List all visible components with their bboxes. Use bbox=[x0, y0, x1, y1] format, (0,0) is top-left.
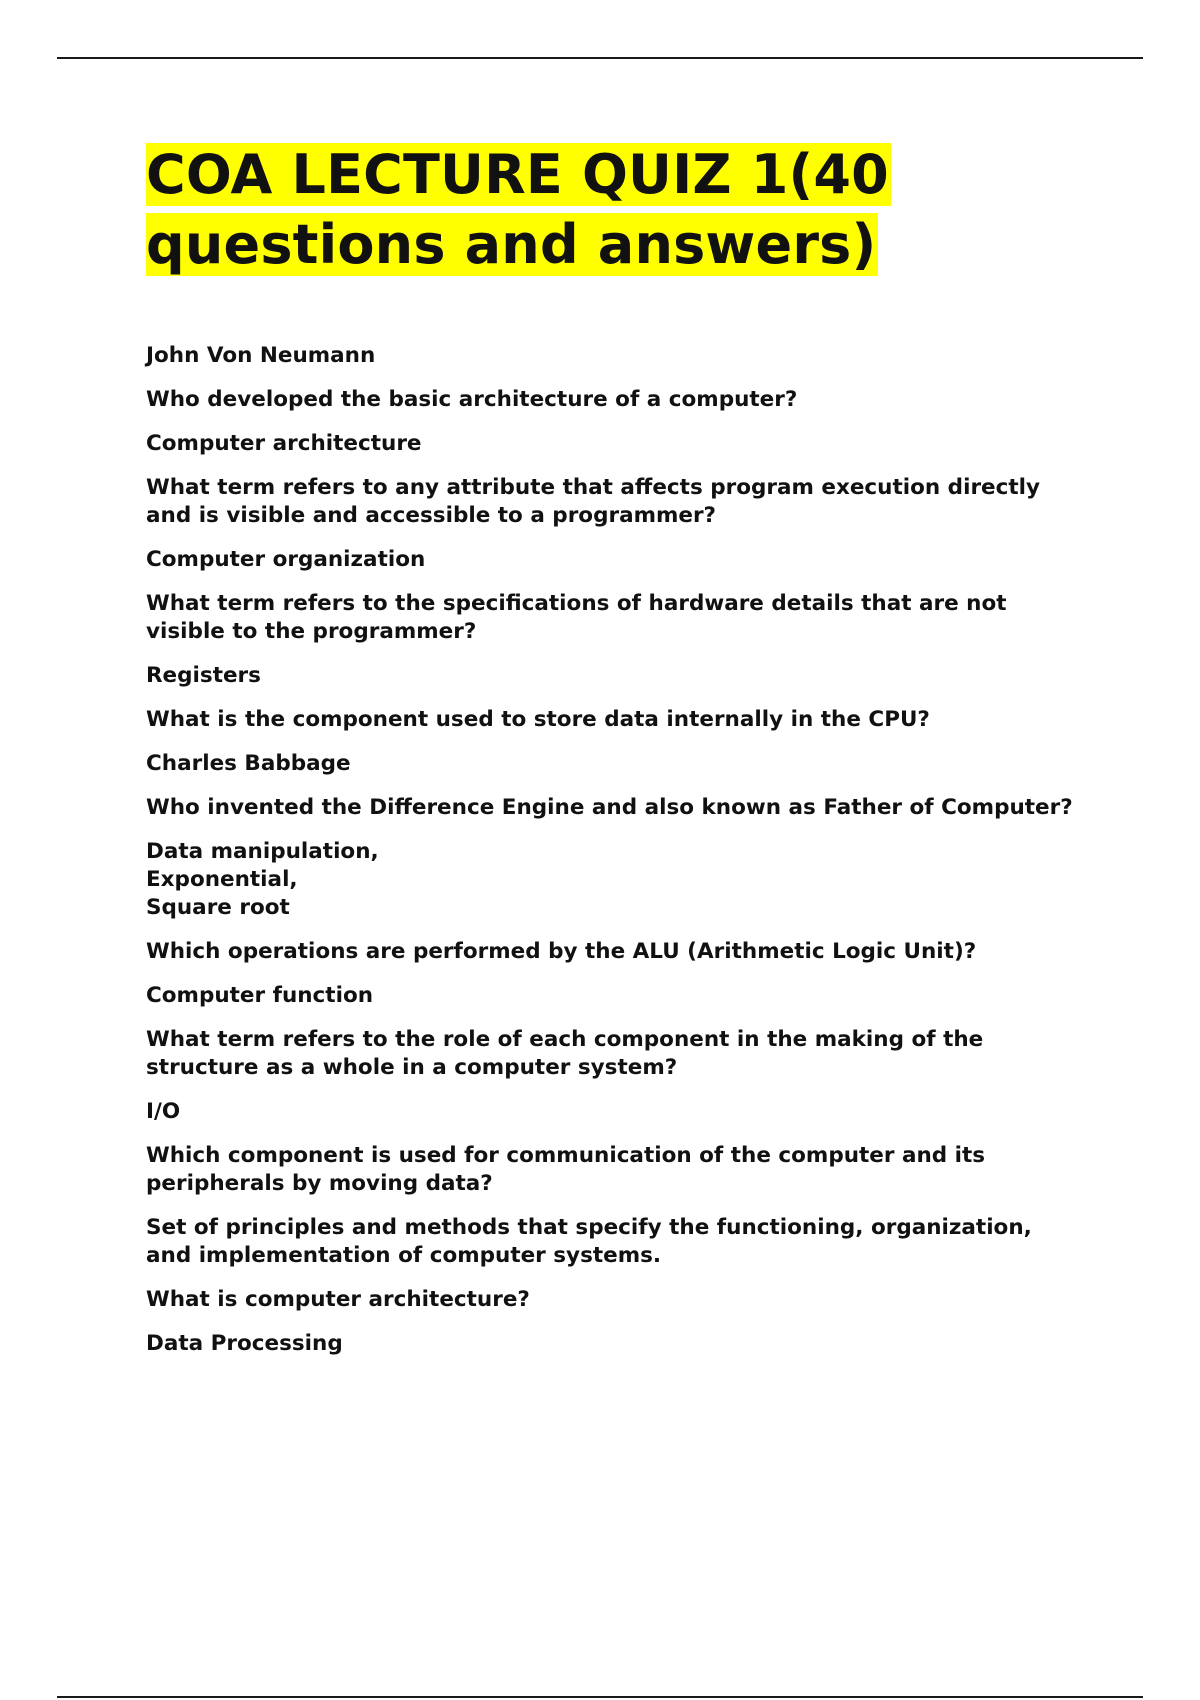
question-text: What term refers to the specifications of hardware details that are not visible to the programmer? bbox=[146, 591, 1007, 644]
answer-text: Computer function bbox=[146, 983, 374, 1008]
answer-text: I/O bbox=[146, 1099, 181, 1124]
question-text: What is the component used to store data internally in the CPU? bbox=[146, 707, 930, 732]
answer-text: Data manipulation, Exponential, Square root bbox=[146, 839, 379, 920]
answer-text: Computer organization bbox=[146, 547, 426, 572]
bottom-rule bbox=[57, 1696, 1143, 1698]
question-text: Which operations are performed by the ALU (Arithmetic Logic Unit)? bbox=[146, 939, 977, 964]
document-title bbox=[146, 140, 1076, 280]
question-text: Who developed the basic architecture of a computer? bbox=[146, 387, 798, 412]
answer-text: Data Processing bbox=[146, 1331, 343, 1356]
question-text: Which component is used for communication of the computer and its peripherals by moving data? bbox=[146, 1143, 986, 1196]
title-highlight: COA LECTURE QUIZ 1(40 questions and answers) bbox=[146, 143, 889, 276]
question-text: What is computer architecture? bbox=[146, 1287, 530, 1312]
document-body bbox=[146, 140, 1076, 1374]
answer-text: Computer architecture bbox=[146, 431, 422, 456]
answer-text: John Von Neumann bbox=[146, 343, 376, 368]
answer-text: Charles Babbage bbox=[146, 751, 351, 776]
answer-text: Set of principles and methods that specify the functioning, organization, and implementation of computer systems. bbox=[146, 1215, 1032, 1268]
question-text: Who invented the Difference Engine and also known as Father of Computer? bbox=[146, 795, 1073, 820]
question-text: What term refers to the role of each component in the making of the structure as a whole in a computer system? bbox=[146, 1027, 984, 1080]
top-rule bbox=[57, 57, 1143, 59]
qa-list bbox=[146, 342, 1076, 1358]
answer-text: Registers bbox=[146, 663, 261, 688]
question-text: What term refers to any attribute that affects program execution directly and is visible and accessible to a programmer? bbox=[146, 475, 1041, 528]
